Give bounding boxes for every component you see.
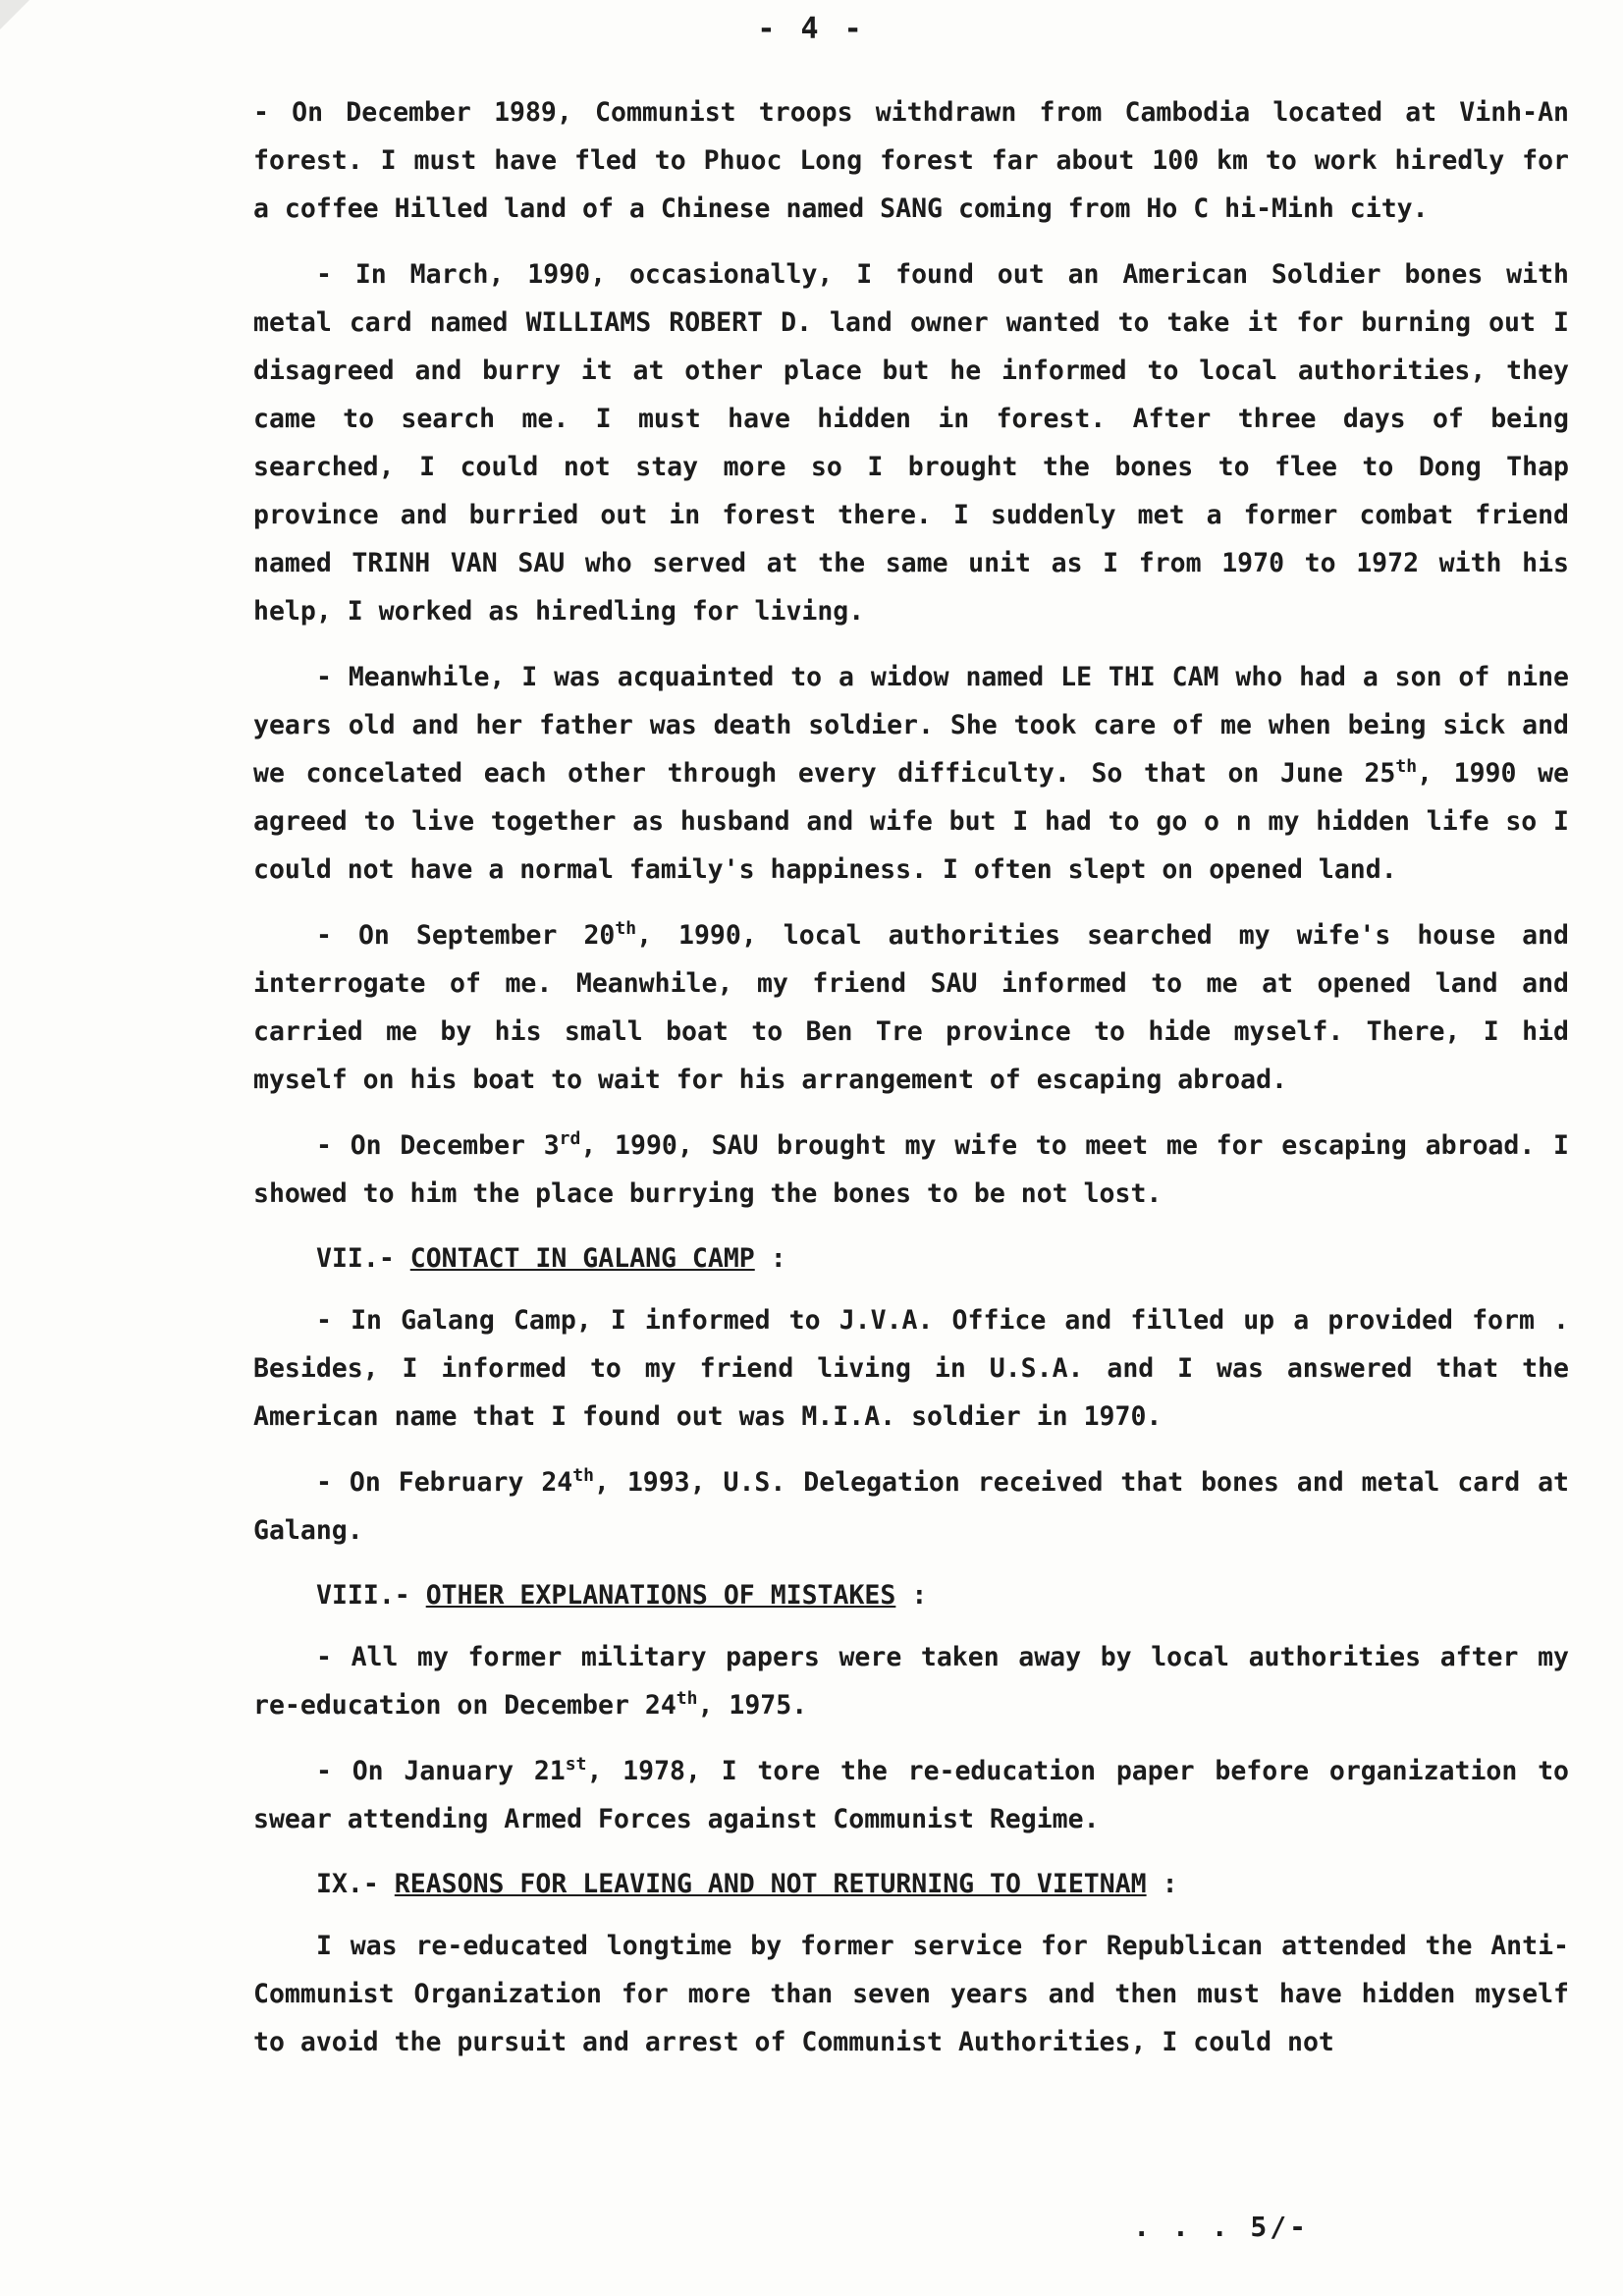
text-segment: , 1978, I tore the re-education paper before organization to swear attending Armed Forces against Communist Regime. <box>253 1756 1569 1834</box>
text-segment: - On December 3 <box>316 1130 560 1161</box>
ordinal-suffix: th <box>1395 756 1418 778</box>
section-title: OTHER EXPLANATIONS OF MISTAKES <box>425 1580 896 1611</box>
paragraph-january-1978 <box>253 1747 1569 1843</box>
page-number: - 4 - <box>757 12 866 46</box>
section-heading-vii <box>316 1235 1569 1283</box>
section-heading-ix <box>316 1861 1569 1908</box>
text-segment: - On February 24 <box>316 1467 573 1498</box>
section-title: REASONS FOR LEAVING AND NOT RETURNING TO VIETNAM <box>394 1869 1147 1899</box>
ordinal-suffix: th <box>572 1465 594 1487</box>
text-segment: , 1990, local authorities searched my wife's house and interrogate of me. Meanwhile, my friend SAU informed to me at opened land and carried me by his small boat to Ben Tre province to hide myself. There, I hid myself on his boat to wait for his arrangement of escaping abroad. <box>253 920 1569 1095</box>
heading-colon: : <box>770 1243 786 1274</box>
text-segment: - On September 20 <box>316 920 616 951</box>
paragraph-military-papers <box>253 1633 1569 1729</box>
paragraph-march-1990: - In March, 1990, occasionally, I found out an American Soldier bones with metal card named WILLIAMS ROBERT D. land owner wanted to take it for burning out I disagreed and burry it at other place but he informed to local authorities, they came to search me. I must have hidden in forest. After three days of being searched, I could not stay more so I brought the bones to flee to Dong Thap province and burried out in forest there. I suddenly met a former combat friend named TRINH VAN SAU who served at the same unit as I from 1970 to 1972 with his help, I worked as hiredling for living. <box>253 259 1569 627</box>
text-segment: - All my former military papers were taken away by local authorities after my re-education on December 24 <box>253 1642 1569 1721</box>
paragraph-september-1990 <box>253 911 1569 1104</box>
section-number: VIII.- <box>316 1580 410 1611</box>
paragraph-meanwhile-widow <box>253 653 1569 894</box>
paragraph-galang-camp: - In Galang Camp, I informed to J.V.A. Office and filled up a provided form . Besides, I informed to my friend living in U.S.A. and I was answered that the American name that I found out was M.I.A. soldier in 1970. <box>253 1305 1569 1432</box>
section-title: CONTACT IN GALANG CAMP <box>409 1243 755 1274</box>
paragraph-february-1993 <box>253 1458 1569 1555</box>
document-body <box>253 88 1569 2084</box>
text-segment: , 1990, SAU brought my wife to meet me for escaping abroad. I showed to him the place burrying the bones to be not lost. <box>253 1130 1569 1209</box>
paragraph-december-1989: - On December 1989, Communist troops withdrawn from Cambodia located at Vinh-An forest. I must have fled to Phuoc Long forest far about 100 km to work hiredly for a coffee Hilled land of a Chinese named SANG coming from Ho C hi-Minh city. <box>253 97 1569 224</box>
paragraph-december-1990 <box>253 1121 1569 1218</box>
section-heading-viii <box>316 1572 1569 1619</box>
ordinal-suffix: rd <box>559 1128 581 1150</box>
continuation-marker: . . . 5/- <box>1133 2211 1309 2243</box>
section-number: VII.- <box>316 1243 395 1274</box>
ordinal-suffix: st <box>565 1754 587 1776</box>
paragraph-reasons: I was re-educated longtime by former service for Republican attended the Anti-Communist Organization for more than seven years and then must have hidden myself to avoid the pursuit and arrest of Communist Authorities, I could not <box>253 1931 1569 2057</box>
heading-colon: : <box>1162 1869 1178 1899</box>
text-segment: - Meanwhile, I was acquainted to a widow named LE THI CAM who had a son of nine years old and her father was death soldier. She took care of me when being sick and we concelated each other through every difficulty. So that on June 25 <box>253 662 1569 789</box>
text-segment: , 1993, U.S. Delegation received that bones and metal card at Galang. <box>253 1467 1569 1546</box>
ordinal-suffix: th <box>615 918 637 940</box>
section-number: IX.- <box>316 1869 379 1899</box>
text-segment: , 1990 we agreed to live together as husband and wife but I had to go o n my hidden life so I could not have a normal family's happiness. I often slept on opened land. <box>253 758 1569 885</box>
text-segment: , 1975. <box>697 1690 808 1721</box>
text-segment: - On January 21 <box>316 1756 566 1786</box>
ordinal-suffix: th <box>676 1688 698 1710</box>
heading-colon: : <box>911 1580 928 1611</box>
